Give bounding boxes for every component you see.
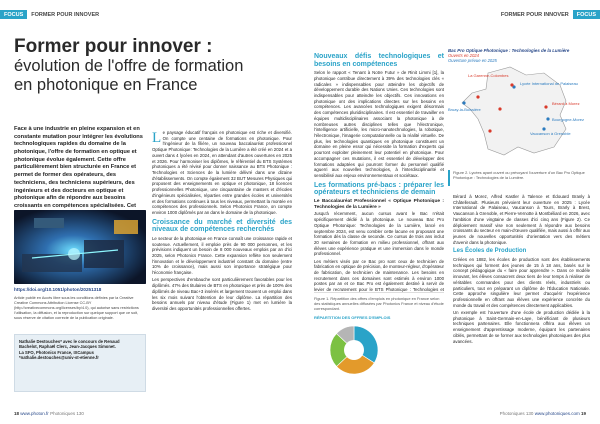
- map-label: Bérard à Morez: [552, 101, 580, 106]
- lead-paragraph: Face à une industrie en pleine expansion et en constante mutation pour intégrer les évolutions technologiques rapides du domaine de la photonique, l'offre de formation en optique et photonique évolue également. Cette offre particulièrement bien structurée en France et permet de former des opérateurs, des techniciens, des techniciens supérieurs, des ingénieurs et des docteurs en optique et photonique afin de répondre aux besoins croissants en compétences spécialisées. Cet: [14, 126, 143, 209]
- map-dot: [544, 105, 547, 108]
- figure-2-caption: Figure 2. Lycées ayant ouvert ou prévoyant l'ouverture d'un Bac Pro Optique Photonique : Technologies de la Lumière.: [453, 170, 585, 181]
- section-title-right: FORMER POUR INNOVER: [497, 10, 573, 19]
- figure-1-caption: Figure 1. Répartition des offres d'emplois en photonique en France selon des statistiques annuelles diffusées par Photonics France et niveau d'étude correspondant.: [314, 296, 444, 312]
- intro-paragraph: Le paysage éducatif français en photonique est riche et diversifié. On compte une centaine de formations en photonique. Pour l'ingénieur de la filière, un nouveau baccalauréat professionnel Optique Photonique: Technologies de la Lumière a été créé en 2024 et a ouvert dans 4 lycées en 2024, en attendant d'autres ouvertures en 2025 et 2026. Pour harmoniser les diplômes, le référentiel du BTS Systèmes photoniques a été révisé pour donner naissance au BTS Photonique : Technologies et Sciences de la lumière délivré dans une dizaine d'établissements. On compte également 32 BUT Mesures Physiques qui proposent des enseignements en optique et photonique, 18 licences professionnelles Photonique, une cinquantaine de masters et d'écoles d'ingénieurs spécialisées, réparties entre grandes écoles et universités et des formations continues à tous les niveaux, permettant la montée en compétences des professionnels. Selon Photonics France, on compte environ 1000 diplômés par an dans le domaine de la photonique.: [152, 130, 292, 216]
- figure-2-map: [448, 48, 590, 166]
- paragraph-perspectives: Les perspectives d'embauche sont particulièrement favorables pour les diplômés. 47% des titulaires de BTS en photonique et près de 100% des diplômés de niveau Bac+3 insérés et largement trouvent un emploi dans les six mois suivant l'obtention de leur diplôme. La répartition des besoins annuels par niveau d'étude (Figure 1) met en lumière la diversité des opportunités professionnelles offertes.: [152, 277, 292, 311]
- paragraph-metiers: Les métiers visés par ce Bac pro sont ceux de technicien de fabrication en optique de précision, de monteur-régleur, d'opérateur de fabrication, de technicien de maintenance. Les besoins en recrutement dans ces domaines sont estimés à environ 1000 postes par an et ce Bac Pro est également destiné à servir de levier de recrutement pour le BTS Photonique : Technologies et: [314, 258, 444, 292]
- map-dot: [546, 117, 549, 120]
- caption-marker: [448, 170, 450, 186]
- laser-lab-image: [14, 210, 146, 284]
- figure-1: [314, 292, 444, 392]
- paragraph-exemple: Un exemple est l'ouverture d'une école de production dédiée à la photonique à Saint-Germain-en-Laye, bénéficiant de plusieurs techniques partenaires. Elle fonctionnera offrira aux élèves un enseignement d'apprentissage moderne, équipant les partenaires ciblés, permettant de se former aux technologies photoniques des plus avancées.: [453, 309, 590, 344]
- section-title: FORMER POUR INNOVER: [27, 10, 103, 19]
- pie-hole: [344, 340, 364, 360]
- map-label: Bourgogne-Morez: [552, 117, 585, 122]
- section-band: [0, 10, 103, 19]
- footer-issue-left: Photoniques 130: [50, 411, 84, 416]
- map-dot: [488, 129, 491, 132]
- footer-right: [500, 411, 586, 416]
- column-4: [453, 194, 590, 394]
- license-note: Article publié en Accès libre sous les conditions définies par la Creative Creative Commons Attribution License CC-BY (http://creativecommons.org/licenses/by/4.0), qui autorise sans restrictions l'utilisation, la diffusion, et la reproduction sur quelque support que ce soit, sous réserve de citation correcte de la publication originale.: [14, 296, 139, 320]
- footer-issue-right: Photoniques 130: [499, 411, 534, 416]
- section-heading-defis: Nouveaux défis technologiques et besoins en compétences: [314, 53, 444, 68]
- map-dot: [510, 83, 513, 86]
- pie-chart: [314, 320, 444, 380]
- section-tag: FOCUS: [0, 10, 27, 19]
- author-box: [14, 334, 146, 392]
- footer-site-left[interactable]: www.photon.fr: [20, 411, 49, 416]
- author-line-1: Nathalie Destouches* avec le concours de Renaud: [19, 339, 120, 344]
- headline-main: Former pour innover :: [14, 36, 213, 57]
- map-label: La Garenne-Colombes: [468, 73, 509, 78]
- author-email[interactable]: *nathalie.destouches@univ-st-etienne.fr: [19, 355, 99, 361]
- map-label: Vaucanson à Grenoble: [530, 131, 571, 136]
- paragraph-ouvertures: Bérard à Morez, Alfred Kastler à Talence et Édouard Branly à Châtellerault. Plusieurs prévoient leur ouverture en 2025 : Lycée International de Palaiseau, Vaucanson à Tours, Brarly à Brest, Vaucanson à Grenoble, et Pierre-Vernotte à Montbéliard en 2026, avec l'ambition d'une vingtaine de classes d'ici cinq ans (Figure 2). Ce déploiement massif vise non seulement à répondre aux besoins croissants du secteur en main-d'œuvre qualifiée, mais aussi à offrir aux jeunes de nouvelles opportunités d'orientation vers des métiers d'avenir dans la photonique.: [453, 194, 590, 245]
- paragraph-market: Le secteur de la photonique en France connaît une croissance rapide et soutenue. Actuellement, il emploie près de 90 000 personnes, et les prévisions indiquent un besoin de 8 000 nouveaux emplois par an d'ici 2025, selon Photonics France. Cette expansion reflète non seulement l'innovation et le développement industriel constant du domaine (entre 10% de croissance), mais aussi son importance stratégique pour l'économie française.: [152, 235, 292, 276]
- subheading-bacpro: Le Baccalauréat Professionnel « Optique Photonique : Technologies de la Lumière »: [314, 198, 444, 210]
- map-dot: [476, 95, 479, 98]
- map-title: Bac Pro Optique Photonique : Technologies de la Lumière: [448, 48, 570, 53]
- paragraph-bacpro: Jusqu'à récemment, aucun cursus avant le Bac n'était spécifiquement dédié à la photonique. Le nouveau Bac Pro Optique Photonique: Technologies de la Lumière, lancé en septembre 2024, est venu combler cette lacune en proposant une formation dès la classe de seconde. Ce cursus de trois ans inclut 20 semaines de formation en milieu professionnel, offrant aux élèves une expérience pratique et une immersion dans le monde professionnel.: [314, 211, 444, 257]
- map-dot: [462, 101, 465, 104]
- headline-sub-2: en photonique en France: [14, 75, 198, 94]
- footer-left: [14, 411, 84, 416]
- page-number-left: 18: [14, 411, 20, 416]
- map-legend-2025: Ouverture prévue en 2025: [448, 58, 497, 63]
- section-band-right: [497, 10, 600, 19]
- author-line-3: La SFO, Photonics France, IXCampus: [19, 349, 94, 355]
- column-2: [152, 130, 292, 400]
- map-label: Bruay-la-Buissière: [448, 107, 481, 112]
- map-label: Lycée International de Palaiseau: [520, 81, 578, 86]
- article-headline: [14, 36, 304, 94]
- right-page: [300, 0, 600, 424]
- drop-cap: L: [152, 130, 162, 146]
- map-legend-2024: Ouverts en 2024: [448, 53, 479, 58]
- map-dot: [498, 107, 501, 110]
- chart-title: RÉPARTITION DES OFFRES D'EMPLOIS: [314, 315, 391, 321]
- france-map: [448, 63, 590, 161]
- page-number-right: 19: [580, 411, 586, 416]
- section-heading-croissance: Croissance du marché et diversité des niveaux de compétences recherchés: [152, 218, 292, 234]
- headline-sub-1: évolution de l'offre de formation: [14, 57, 244, 76]
- author-line-2: Bachelot, Raphaël Clerc, Jean-Jacques Simonet.: [19, 344, 116, 350]
- paragraph-ecoles: Créées en 1882, les écoles de production sont des établissements techniques qui forment des jeunes de 15 à 18 ans, basés sur le concept pédagogique du « faire pour apprendre ». Dans ce modèle innovant, les élèves consacrent deux tiers de leur temps à réaliser de véritables commandes pour des clients réels, industriels ou particuliers, tout en préparant un diplôme de l'Éducation Nationale. Cette approche singulière leur permet d'acquérir l'expérience professionnelle en offrant aux élèves une expérience concrète du monde du travail et des compétences directement applicables.: [453, 256, 590, 308]
- section-heading-prebac: Les formations pré-bacs : préparer les opérateurs et techniciens de demain: [314, 181, 444, 197]
- paragraph-defis: Selon le rapport « Tenant à Notre Futur » de Rinit Limmi [1], la photonique contribue directement à 39% des technologies clés « radicales » indispensables pour atteindre les objectifs de développement durable des Nations Unies. Ces technologies sont indispensables pour atteindre les objectifs. Ces innovations en photonique ont des implications directes sur les besoins en compétences. Les avancées technologiques exigent désormais des compétences pluridisciplinaires. Il est essentiel de travailler en équipes multidisciplinaires associant la photonique à de nombreuses autres disciplines telles que l'électronique, l'intelligence artificielle, les micro-nanotechnologies, la robotique, l'électronique, l'imagerie computationnelle ou la réalité virtuelle. De plus, les technologies quantiques en photonique constituent un domaine en pleine essor qui nécessite la formation d'experts qui pourront exploiter pleinement leur potentiel en photonique. Pour accompagner ces mutations, il est essentiel de développer des formations adaptées qui pourront former du personnel qualifié aguerri aux nouvelles technologies, à l'interdisciplinarité et sensibilisé aux enjeux environnementaux et sociétaux.: [314, 70, 444, 179]
- column-3: [314, 50, 444, 292]
- doi-link[interactable]: https://doi.org/10.1051/photon/20251318: [14, 287, 102, 292]
- footer-site-right[interactable]: www.photoniques.com: [534, 411, 580, 416]
- section-tag-right: FOCUS: [573, 10, 600, 19]
- lab-photo: [14, 210, 146, 284]
- section-heading-ecoles: Les Écoles de Production: [453, 248, 527, 255]
